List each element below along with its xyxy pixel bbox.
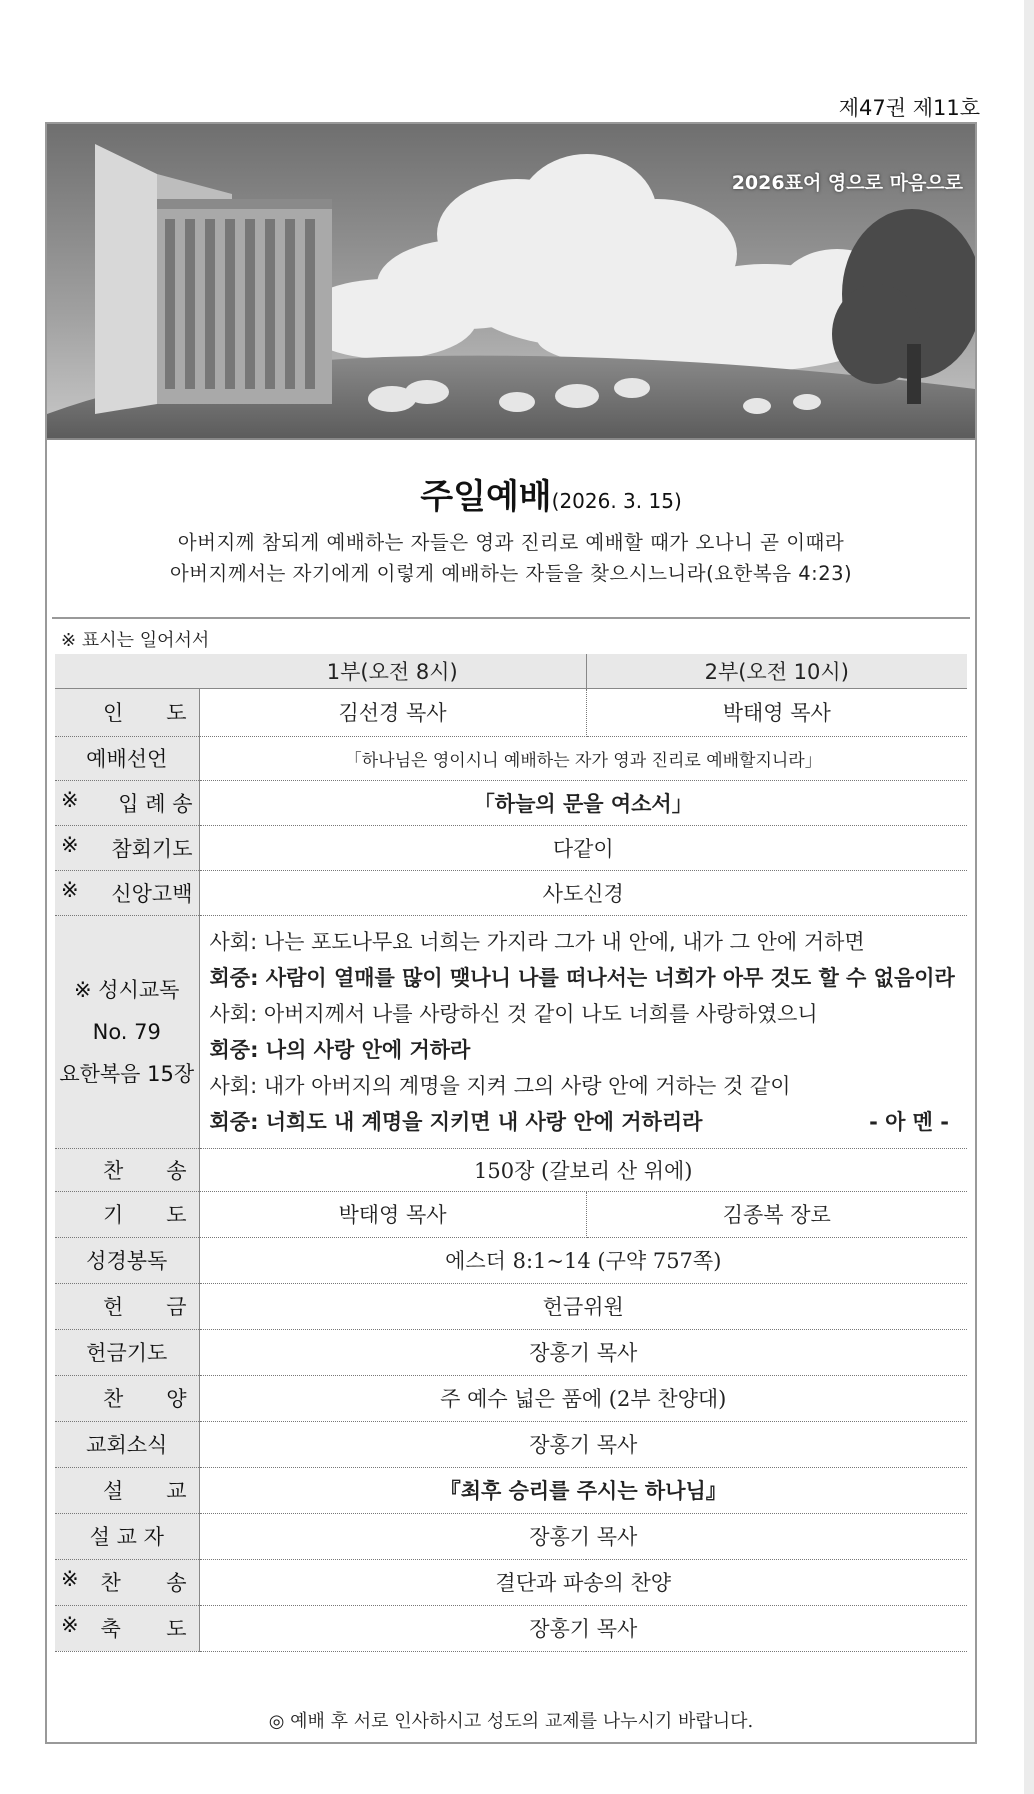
litany-line: 회중: 사람이 열매를 많이 맺나니 나를 떠나서는 너희가 아무 것도 할 수 없음이라 [209, 965, 955, 990]
label-offering-prayer: 헌금기도 [55, 1329, 199, 1375]
row-preacher [55, 1513, 967, 1559]
label-offering: 헌 금 [55, 1283, 199, 1329]
prayer-first: 박태영 목사 [199, 1191, 586, 1237]
opening-hymn-title: 「하늘의 문을 여소서」 [199, 780, 967, 825]
bulletin-frame [45, 122, 977, 1744]
issue-number: 제47권 제11호 [838, 96, 980, 120]
row-closing-hymn [55, 1559, 967, 1605]
amen: - 아 멘 - [869, 1109, 949, 1134]
service-heading [47, 469, 975, 518]
service-times-header [55, 654, 967, 688]
label-praise: 찬 양 [55, 1375, 199, 1421]
row-benediction [55, 1605, 967, 1651]
litany-line: 사회: 아버지께서 나를 사랑하신 것 같이 나도 너희를 사랑하였으니 [209, 1001, 818, 1026]
row-offering-prayer [55, 1329, 967, 1375]
row-sermon [55, 1467, 967, 1513]
label-scripture: 성경봉독 [55, 1237, 199, 1283]
header-banner-image [47, 124, 975, 440]
announcements-value: 장홍기 목사 [199, 1421, 967, 1467]
footer-note: ◎ 예배 후 서로 인사하시고 성도의 교제를 나누시기 바랍니다. [268, 1711, 754, 1732]
row-opening-hymn [55, 780, 967, 825]
year-motto: 2026표어 영으로 마음으로 [731, 172, 963, 194]
page-edge [1024, 0, 1034, 1794]
repentance-value: 다같이 [199, 825, 967, 870]
sermon-title: 『최후 승리를 주시는 하나님』 [199, 1467, 967, 1513]
label-repentance: ※ 참회기도 [55, 825, 199, 870]
row-declaration [55, 736, 967, 780]
row-hymn [55, 1148, 967, 1191]
service-date: (2026. 3. 15) [551, 489, 682, 513]
label-benediction: ※ 축 도 [55, 1605, 199, 1651]
label-leader: 인 도 [55, 688, 199, 736]
benediction-value: 장홍기 목사 [199, 1605, 967, 1651]
label-preacher: 설 교 자 [55, 1513, 199, 1559]
leader-second: 박태영 목사 [586, 688, 967, 736]
row-creed [55, 870, 967, 915]
declaration-text: 「하나님은 영이시니 예배하는 자가 영과 진리로 예배할지니라」 [199, 736, 967, 780]
service-title: 주일예배(2026. 3. 15) [420, 477, 682, 517]
header-empty-cell [55, 654, 199, 688]
section-divider [52, 617, 970, 619]
prayer-second: 김종복 장로 [586, 1191, 967, 1237]
praise-value: 주 예수 넓은 품에 (2부 찬양대) [199, 1375, 967, 1421]
row-offering [55, 1283, 967, 1329]
order-of-worship-table [55, 654, 967, 1652]
leader-first: 김선경 목사 [199, 688, 586, 736]
label-declaration: 예배선언 [55, 736, 199, 780]
row-litany [55, 915, 967, 1148]
label-closing-hymn: ※ 찬 송 [55, 1559, 199, 1605]
row-praise [55, 1375, 967, 1421]
row-announcements [55, 1421, 967, 1467]
second-service-time: 2부(오전 10시) [586, 654, 967, 688]
label-hymn: 찬 송 [55, 1148, 199, 1191]
scripture-value: 에스더 8:1~14 (구약 757쪽) [199, 1237, 967, 1283]
offering-prayer-value: 장홍기 목사 [199, 1329, 967, 1375]
label-sermon: 설 교 [55, 1467, 199, 1513]
offering-value: 헌금위원 [199, 1283, 967, 1329]
theme-verse-line-1: 아버지께 참되게 예배하는 자들은 영과 진리로 예배할 때가 오나니 곧 이때라 [177, 531, 845, 554]
row-scripture [55, 1237, 967, 1283]
label-announcements: 교회소식 [55, 1421, 199, 1467]
preacher-value: 장홍기 목사 [199, 1513, 967, 1559]
row-leader [55, 688, 967, 736]
label-prayer: 기 도 [55, 1191, 199, 1237]
litany-reading [199, 915, 967, 1148]
hymn-value: 150장 (갈보리 산 위에) [199, 1148, 967, 1191]
label-creed: ※ 신앙고백 [55, 870, 199, 915]
litany-line: 사회: 내가 아버지의 계명을 지켜 그의 사랑 안에 거하는 것 같이 [209, 1073, 791, 1098]
row-repentance [55, 825, 967, 870]
first-service-time: 1부(오전 8시) [199, 654, 586, 688]
theme-verse-line-2: 아버지께서는 자기에게 이렇게 예배하는 자들을 찾으시느니라(요한복음 4:23) [169, 562, 853, 585]
label-opening-hymn: ※ 입 례 송 [55, 780, 199, 825]
creed-value: 사도신경 [199, 870, 967, 915]
closing-hymn-value: 결단과 파송의 찬양 [199, 1559, 967, 1605]
litany-line: 회중: 너희도 내 계명을 지키면 내 사랑 안에 거하리라 - 아 멘 - [210, 1104, 958, 1140]
label-litany: ※ 성시교독 No. 79 요한복음 15장 [55, 915, 199, 1148]
standing-note: ※ 표시는 일어서서 [61, 630, 210, 651]
row-prayer [55, 1191, 967, 1237]
litany-line: 회중: 나의 사랑 안에 거하라 [209, 1037, 471, 1062]
litany-line: 사회: 나는 포도나무요 너희는 가지라 그가 내 안에, 내가 그 안에 거하면 [209, 929, 865, 954]
